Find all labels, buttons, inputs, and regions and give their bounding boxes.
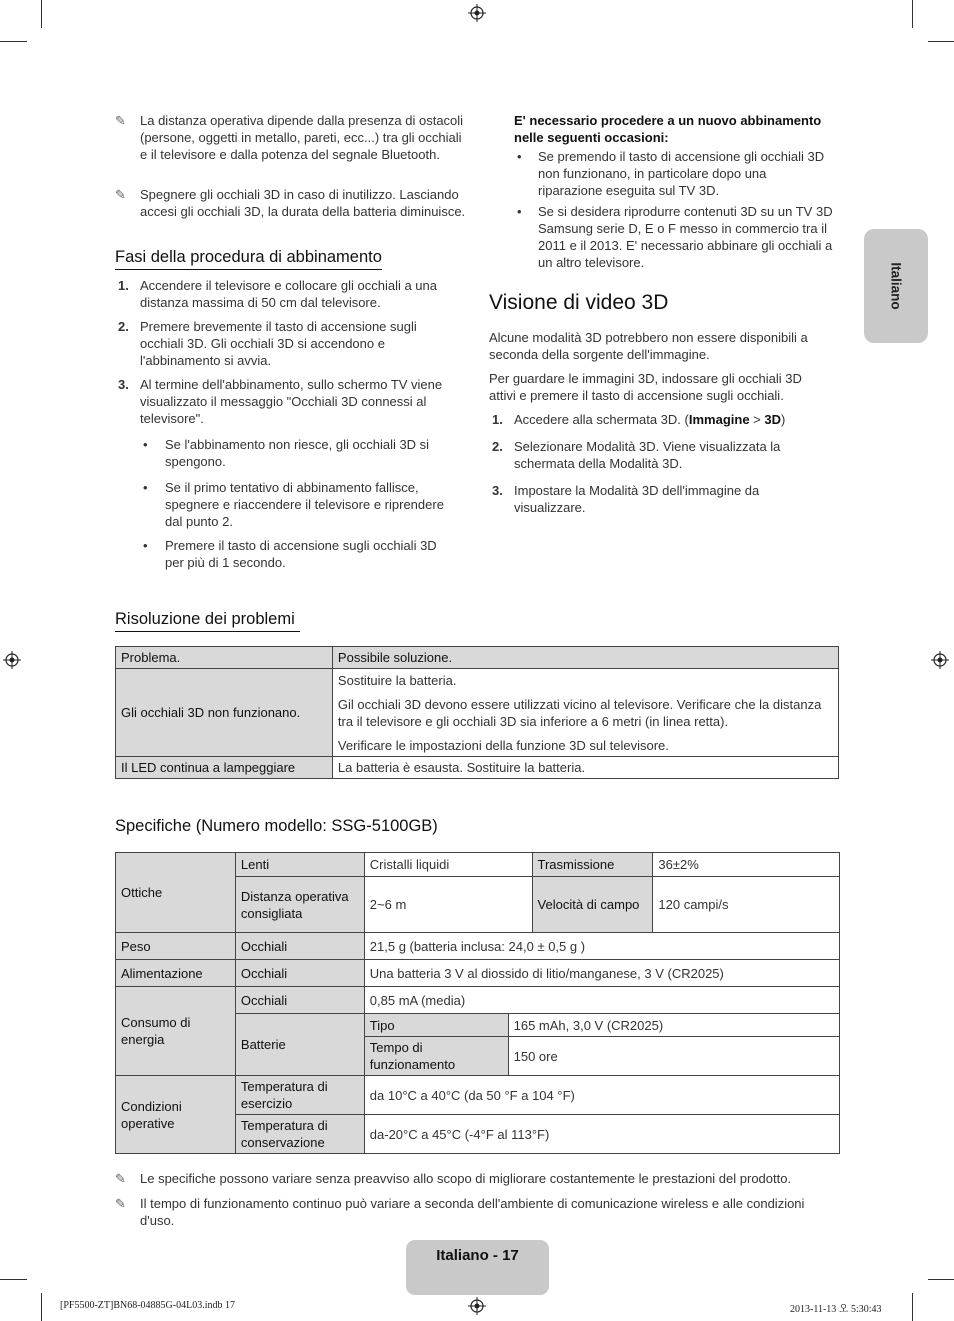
list-item	[517, 148, 827, 199]
table-row	[116, 960, 840, 987]
language-side-tab-label: Italiano	[888, 262, 904, 310]
spec-label: Trasmissione	[532, 853, 653, 877]
spec-value: 120 campi/s	[653, 877, 840, 933]
page-number-tab	[406, 1240, 549, 1295]
crop-mark	[912, 0, 913, 28]
spec-value: 165 mAh, 3,0 V (CR2025)	[508, 1014, 839, 1037]
spec-category: Peso	[116, 933, 236, 960]
step-number: 2.	[118, 319, 129, 334]
crop-mark	[928, 1279, 954, 1280]
paragraph: Alcune modalità 3D potrebbero non essere disponibili a seconda della sorgente dell'immagine.	[489, 330, 808, 362]
list-item	[143, 479, 463, 530]
bullet-icon: •	[143, 437, 148, 452]
spec-value: 21,5 g (batteria inclusa: 24,0 ± 0,5 g )	[364, 933, 839, 960]
pencil-note-icon: ✎	[115, 187, 126, 202]
crop-mark	[0, 1279, 27, 1280]
step-text: Al termine dell'abbinamento, sullo schermo TV viene visualizzato il messaggio "Occhiali 3D connessi al televisore".	[140, 377, 443, 426]
bullet-text: Se il primo tentativo di abbinamento fallisce, spegnere e riaccendere il televisore e riprendere dal punto 2.	[165, 480, 444, 529]
step-number: 2.	[492, 439, 503, 454]
spec-category: Alimentazione	[116, 960, 236, 987]
list-item	[517, 203, 837, 271]
step-number: 1.	[492, 412, 503, 427]
table-header-cell: Problema.	[116, 647, 333, 669]
section-title-video3d: Visione di video 3D	[489, 291, 669, 314]
list-item	[118, 277, 458, 311]
section-heading-troubleshooting: Risoluzione dei problemi	[115, 610, 300, 632]
solution-line: Sostituire la batteria.	[337, 673, 457, 688]
list-item	[118, 376, 463, 427]
problem-cell: Gli occhiali 3D non funzionano.	[116, 669, 333, 757]
note	[115, 186, 467, 237]
list-item	[118, 318, 458, 369]
spec-value: 36±2%	[653, 853, 840, 877]
spec-label: Distanza operativa consigliata	[235, 877, 364, 933]
spec-label: Tempo di funzionamento	[364, 1037, 508, 1076]
registration-mark-icon	[3, 651, 21, 669]
spec-value: da-20°C a 45°C (-4°F al 113°F)	[364, 1115, 839, 1154]
note	[115, 112, 467, 180]
spec-label: Occhiali	[235, 933, 364, 960]
table-row	[116, 669, 839, 757]
solution-line: Verificare le impostazioni della funzione 3D sul televisore.	[337, 738, 669, 753]
crop-mark	[41, 0, 42, 28]
menu-path-3d: 3D	[764, 412, 781, 427]
bullet-icon: •	[143, 480, 148, 495]
step-number: 1.	[118, 278, 129, 293]
troubleshooting-table	[115, 646, 839, 779]
bullet-icon: •	[517, 149, 522, 164]
list-item	[492, 411, 832, 428]
step-number: 3.	[118, 377, 129, 392]
list-item	[143, 537, 453, 571]
spec-label: Temperatura di esercizio	[235, 1076, 364, 1115]
spec-label: Batterie	[235, 1014, 364, 1076]
note-text: La distanza operativa dipende dalla presenza di ostacoli (persone, oggetti in metallo, pareti, ecc...) tra gli occhiali e il televisore e dalla potenza del segnale Bluetooth.	[140, 113, 464, 162]
table-row	[116, 853, 840, 877]
step-text: Accendere il televisore e collocare gli occhiali a una distanza massima di 50 cm dal televisore.	[140, 278, 437, 310]
table-row	[116, 1076, 840, 1115]
solution-cell: La batteria è esausta. Sostituire la batteria.	[332, 757, 838, 779]
spec-label: Velocità di campo	[532, 877, 653, 933]
step-text	[514, 411, 832, 428]
footer-file-info: [PF5500-ZT]BN68-04885G-04L03.indb 17	[60, 1300, 235, 1311]
bullet-text: Premere il tasto di accensione sugli occhiali 3D per più di 1 secondo.	[165, 538, 437, 570]
spec-label: Lenti	[235, 853, 364, 877]
step-text: Impostare la Modalità 3D dell'immagine da visualizzare.	[514, 483, 760, 515]
crop-mark	[912, 1293, 913, 1321]
step-text-part: Accedere alla schermata 3D. (	[514, 412, 689, 427]
table-row	[116, 987, 840, 1014]
step-number: 3.	[492, 483, 503, 498]
crop-mark	[0, 41, 27, 42]
crop-mark	[928, 41, 954, 42]
paragraph: Per guardare le immagini 3D, indossare gli occhiali 3D attivi e premere il tasto di accensione sugli occhiali.	[489, 371, 802, 403]
bullet-icon: •	[143, 538, 148, 553]
page-number: Italiano - 17	[436, 1247, 519, 1264]
solution-cell	[332, 669, 838, 757]
table-row	[116, 933, 840, 960]
problem-cell: Il LED continua a lampeggiare	[116, 757, 333, 779]
spec-value: 2~6 m	[364, 877, 532, 933]
pencil-note-icon: ✎	[115, 113, 126, 128]
step-text: Selezionare Modalità 3D. Viene visualizzata la schermata della Modalità 3D.	[514, 439, 781, 471]
bullet-icon: •	[517, 204, 522, 219]
note-text: Spegnere gli occhiali 3D in caso di inutilizzo. Lasciando accesi gli occhiali 3D, la durata della batteria diminuisce.	[140, 187, 466, 219]
pencil-note-icon: ✎	[115, 1171, 126, 1186]
solution-line: Gil occhiali 3D devono essere utilizzati vicino al televisore. Verificare che la distanza tra il televisore e gli occhiali 3D sia inferiore a 6 metri (in linea retta).	[337, 697, 822, 729]
spec-value: 150 ore	[508, 1037, 839, 1076]
footer-timestamp: 2013-11-13 오 5:30:43	[790, 1304, 882, 1315]
registration-mark-icon	[931, 651, 949, 669]
spec-value: Cristalli liquidi	[364, 853, 532, 877]
section-heading-specs: Specifiche (Numero modello: SSG-5100GB)	[115, 817, 438, 835]
menu-path-separator: >	[749, 412, 765, 427]
spec-value: 0,85 mA (media)	[364, 987, 839, 1014]
registration-mark-icon	[468, 4, 486, 22]
note-text: Il tempo di funzionamento continuo può variare a seconda dell'ambiente di comunicazione wireless e alle condizioni d'uso.	[140, 1196, 805, 1228]
bullet-text: Se si desidera riprodurre contenuti 3D su un TV 3D Samsung serie D, E o F messo in commercio tra il 2011 e il 2013. E' necessario abbinare gli occhiali a un altro televisore.	[538, 204, 833, 270]
pencil-note-icon: ✎	[115, 1196, 126, 1211]
table-header-cell: Possibile soluzione.	[332, 647, 838, 669]
spec-category: Consumo di energia	[116, 987, 236, 1076]
spec-category: Condizioni operative	[116, 1076, 236, 1154]
bullet-text: Se premendo il tasto di accensione gli occhiali 3D non funzionano, in particolare dopo una riparazione eseguita sul TV 3D.	[538, 149, 825, 198]
language-side-tab	[864, 229, 928, 343]
note-text: Le specifiche possono variare senza preavviso allo scopo di migliorare costantemente le prestazioni del prodotto.	[140, 1171, 792, 1186]
step-text-part: )	[781, 412, 786, 427]
registration-mark-icon	[468, 1297, 486, 1315]
spec-label: Temperatura di conservazione	[235, 1115, 364, 1154]
note	[115, 1195, 805, 1229]
step-text: Premere brevemente il tasto di accensione sugli occhiali 3D. Gli occhiali 3D si accendono e l'abbinamento si avvia.	[140, 319, 417, 368]
table-header-row	[116, 647, 839, 669]
spec-label: Occhiali	[235, 987, 364, 1014]
bullet-text: Se l'abbinamento non riesce, gli occhiali 3D si spengono.	[165, 437, 430, 469]
spec-value: da 10°C a 40°C (da 50 °F a 104 °F)	[364, 1076, 839, 1115]
spec-category: Ottiche	[116, 853, 236, 933]
specifications-table	[115, 852, 840, 1154]
menu-path-picture: Immagine	[688, 412, 750, 427]
crop-mark	[41, 1293, 42, 1321]
section-heading-pairing: Fasi della procedura di abbinamento	[115, 248, 382, 270]
repair-heading: E' necessario procedere a un nuovo abbinamento nelle seguenti occasioni:	[514, 113, 822, 145]
spec-value: Una batteria 3 V al diossido di litio/manganese, 3 V (CR2025)	[364, 960, 839, 987]
list-item	[492, 482, 792, 516]
list-item	[143, 436, 453, 470]
list-item	[492, 438, 812, 472]
table-row	[116, 757, 839, 779]
spec-label: Tipo	[364, 1014, 508, 1037]
note	[115, 1170, 855, 1187]
spec-label: Occhiali	[235, 960, 364, 987]
